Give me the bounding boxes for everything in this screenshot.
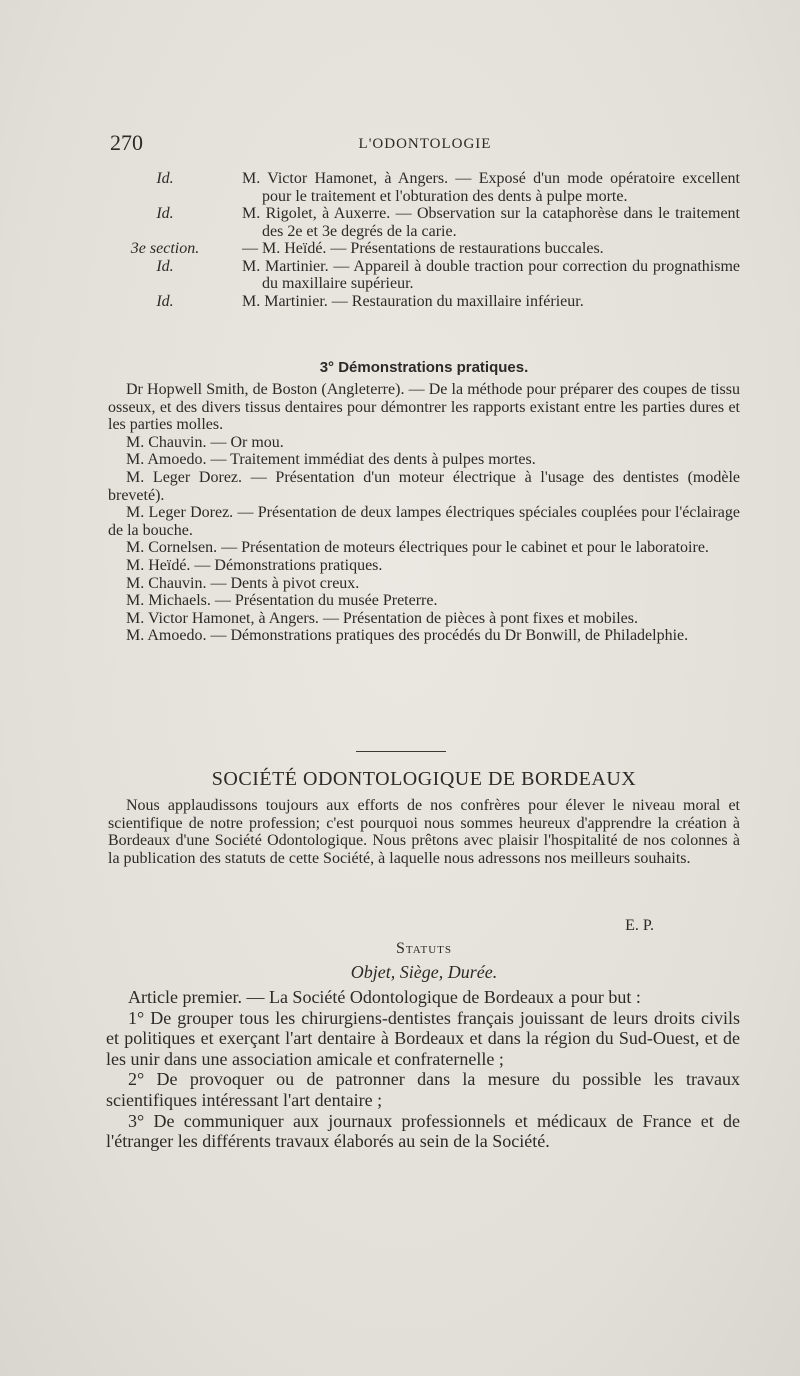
demonstration-item: M. Amoedo. — Traitement immédiat des dents à pulpes mortes. [126,451,536,469]
entry-text: M. Martinier. — Restauration du maxillaire inférieur. [242,292,584,310]
statuts-subheading: Objet, Siège, Durée. [350,962,498,982]
page-header [110,130,740,162]
entry-label: Id. [156,257,174,275]
demonstration-item: M. Chauvin. — Dents à pivot creux. [126,574,360,592]
demonstration-item: M. Leger Dorez. — Présentation d'un moteur électrique à l'usage des dentistes (modèle breveté). [108,468,740,504]
entry-row [108,170,740,205]
demonstration-item: M. Victor Hamonet, à Angers. — Présentation de pièces à pont fixes et mobiles. [126,609,638,627]
entry-text: M. Rigolet, à Auxerre. — Observation sur la cataphorèse dans le traitement des 2e et 3e degrés de la carie. [242,205,740,240]
section-divider [356,751,446,752]
article-paragraph: 1° De grouper tous les chirurgiens-dentistes français jouissant de leurs droits civils et politiques et exerçant l'art dentaire à Bordeaux et dans la région du Sud-Ouest, et de les unir dans une association amicale et confraternelle ; [106,1007,740,1069]
demonstration-item: M. Michaels. — Présentation du musée Preterre. [126,592,438,610]
running-head: L'ODONTOLOGIE [358,136,492,152]
signature: E. P. [625,917,654,934]
demonstration-item: M. Amoedo. — Démonstrations pratiques des procédés du Dr Bonwill, de Philadelphie. [126,627,689,645]
society-title: SOCIÉTÉ ODONTOLOGIQUE DE BORDEAUX [211,768,637,790]
demonstration-item: M. Heïdé. — Démonstrations pratiques. [126,556,383,574]
entry-label: Id. [156,292,174,310]
articles-list [106,987,740,1152]
intro-paragraph: Nous applaudissons toujours aux efforts de nos confrères pour élever le niveau moral et scientifique de notre profession; c'est pourquoi nous sommes heureux d'apprendre la création à Bordeaux d'une Société Odontologique. Nous prêtons avec plaisir l'hospitalité de nos colonnes à la publication des statuts de cette Société, à laquelle nous adressons nos meilleurs souhaits. [108,797,740,867]
entry-row [108,258,740,293]
entry-row [108,293,740,311]
statuts-heading: Statuts [396,940,452,957]
article-paragraph: 3° De communiquer aux journaux professionnels et médicaux de France et de l'étranger les différents travaux élaborés au sein de la Société. [106,1110,740,1152]
demonstration-item: Dr Hopwell Smith, de Boston (Angleterre). — De la méthode pour préparer des coupes de tissu osseux, et des divers tissus dentaires pour démontrer les rapports existant entre les parties dures et les parties molles. [108,381,740,434]
demonstration-item: M. Chauvin. — Or mou. [126,433,284,451]
section-heading: 3° Démonstrations pratiques. [319,359,529,376]
section-entries [108,170,740,310]
entry-row [108,240,740,258]
article-paragraph: Article premier. — La Société Odontologique de Bordeaux a pour but : [128,987,641,1007]
entry-text: — M. Heïdé. — Présentations de restaurations buccales. [242,240,604,257]
article-paragraph: 2° De provoquer ou de patronner dans la mesure du possible les travaux scientifiques intéressant l'art dentaire ; [106,1069,740,1110]
page-number: 270 [110,130,143,155]
demonstration-item: M. Cornelsen. — Présentation de moteurs électriques pour le cabinet et pour le laboratoire. [126,539,709,557]
entry-label: Id. [156,205,174,222]
entry-text: M. Victor Hamonet, à Angers. — Exposé d'un mode opératoire excellent pour le traitement et l'obturation des dents à pulpe morte. [242,170,740,205]
entry-label: Id. [156,170,174,187]
entry-row [108,205,740,240]
entry-label: 3e section. [130,240,200,257]
entry-text: M. Martinier. — Appareil à double traction pour correction du prognathisme du maxillaire supérieur. [242,257,740,292]
demonstrations-list [108,381,740,645]
demonstration-item: M. Leger Dorez. — Présentation de deux lampes électriques spéciales couplées pour l'éclairage de la bouche. [108,504,740,539]
